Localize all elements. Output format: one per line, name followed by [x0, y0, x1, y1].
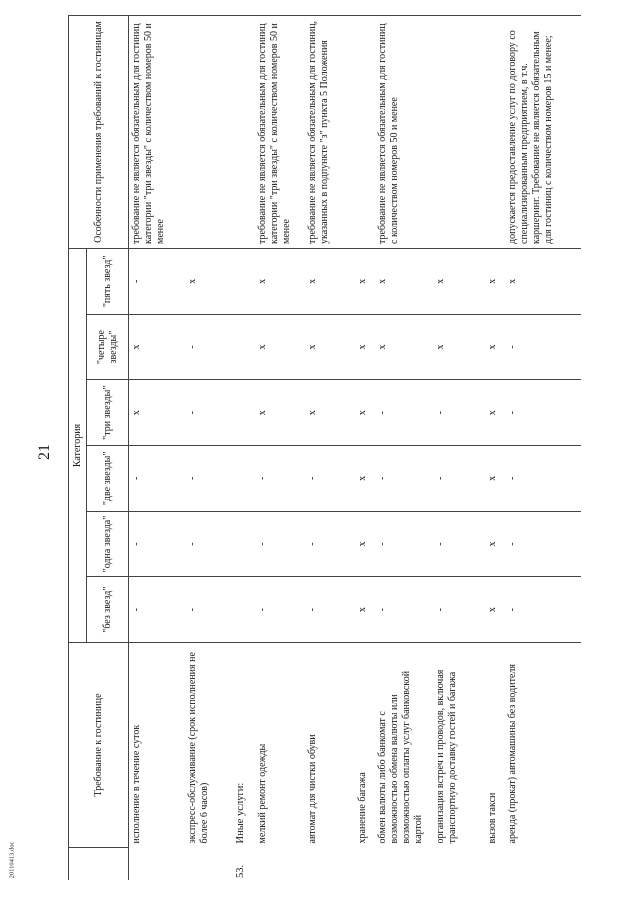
category-mark: x	[433, 249, 485, 315]
category-mark	[233, 314, 255, 380]
category-mark: -	[505, 314, 581, 380]
feature-note	[355, 16, 375, 249]
category-mark: -	[505, 380, 581, 446]
category-mark: x	[485, 511, 505, 577]
category-mark: x	[355, 249, 375, 315]
category-mark: x	[305, 314, 355, 380]
category-mark: x	[355, 577, 375, 643]
category-mark: -	[129, 577, 185, 643]
header-stars-3: "три звезды"	[87, 380, 129, 446]
row-number	[255, 848, 305, 881]
category-mark: -	[185, 577, 233, 643]
category-mark: x	[355, 511, 375, 577]
requirement-text: исполнение в течение суток	[129, 643, 185, 848]
category-mark	[233, 511, 255, 577]
category-mark: -	[305, 577, 355, 643]
feature-note: требование не является обязательным для гостиниц, указанных в подпункте "з" пункта 5 Положения	[305, 16, 355, 249]
table-row	[375, 16, 433, 881]
category-mark: x	[375, 314, 433, 380]
table-row	[433, 16, 485, 881]
feature-note: требование не является обязательным для гостиниц категории "три звезды" с количеством номеров 50 и менее	[255, 16, 305, 249]
requirement-text: организация встреч и проводов, включая транспортную доставку гостей и багажа	[433, 643, 485, 848]
header-features: Особенности применения требований к гостиницам	[69, 16, 129, 249]
table-row	[485, 16, 505, 881]
row-number	[305, 848, 355, 881]
category-mark: x	[485, 314, 505, 380]
feature-note	[185, 16, 233, 249]
category-mark: -	[255, 446, 305, 512]
category-mark: x	[355, 380, 375, 446]
category-mark: x	[355, 446, 375, 512]
requirement-text: обмен валюты либо банкомат с возможностью обмена валюты или возможностью оплаты услуг банковской картой	[375, 643, 433, 848]
rotated-table-container	[68, 15, 640, 880]
category-mark: -	[433, 446, 485, 512]
row-number	[355, 848, 375, 881]
header-stars-5: "пять звезд"	[87, 249, 129, 315]
category-mark: -	[505, 577, 581, 643]
header-requirement: Требование к гостинице	[69, 643, 129, 848]
feature-note: требование не является обязательным для гостиниц с количеством номеров 50 и менее	[375, 16, 433, 249]
section-title: Иные услуги:	[233, 643, 255, 848]
category-mark: -	[375, 577, 433, 643]
requirement-text: аренда (прокат) автомашины без водителя	[505, 643, 581, 848]
category-mark: x	[505, 249, 581, 315]
document-code: 20110413.doc	[8, 841, 16, 879]
category-mark: x	[433, 314, 485, 380]
category-mark: -	[129, 446, 185, 512]
requirement-text: автомат для чистки обуви	[305, 643, 355, 848]
table-row	[255, 16, 305, 881]
category-mark: -	[305, 446, 355, 512]
section-row	[233, 16, 255, 881]
category-mark	[233, 446, 255, 512]
row-number	[129, 848, 185, 881]
requirement-text: экспресс-обслуживание (срок исполнения не более 6 часов)	[185, 643, 233, 848]
category-mark: -	[375, 446, 433, 512]
table-row	[129, 16, 185, 881]
section-number: 53.	[234, 864, 246, 878]
feature-note: допускается предоставление услуг по договору со специализированным предприятием, в т.ч. каршеринг. Требование не является обязательным для гостиниц с количеством номеров 15 и менее;	[505, 16, 581, 249]
category-mark: -	[433, 380, 485, 446]
category-mark: -	[305, 511, 355, 577]
feature-note	[233, 16, 255, 249]
category-mark: x	[485, 249, 505, 315]
category-mark: x	[129, 314, 185, 380]
category-mark	[233, 380, 255, 446]
row-number	[375, 848, 433, 881]
category-mark	[233, 577, 255, 643]
requirements-table	[68, 15, 581, 880]
category-mark: x	[485, 446, 505, 512]
category-mark: x	[375, 249, 433, 315]
feature-note: требование не является обязательным для гостиниц категории "три звезды" с количеством номеров 50 и менее	[129, 16, 185, 249]
requirement-text: хранение багажа	[355, 643, 375, 848]
page-number: 21	[36, 444, 53, 460]
requirement-text: вызов такси	[485, 643, 505, 848]
category-mark: x	[305, 249, 355, 315]
header-category: Категория	[69, 249, 87, 643]
category-mark: -	[255, 511, 305, 577]
table-row	[505, 16, 581, 881]
table-row	[185, 16, 233, 881]
category-mark: x	[305, 380, 355, 446]
category-mark: -	[185, 446, 233, 512]
header-stars-1: "одна звезда"	[87, 511, 129, 577]
category-mark: -	[375, 511, 433, 577]
category-mark: x	[485, 577, 505, 643]
header-number	[69, 848, 129, 881]
category-mark: x	[185, 249, 233, 315]
category-mark: -	[129, 249, 185, 315]
header-stars-0: "без звезд"	[87, 577, 129, 643]
header-stars-4: "четыре звезды"	[87, 314, 129, 380]
category-mark: x	[255, 314, 305, 380]
row-number	[485, 848, 505, 881]
category-mark: -	[505, 446, 581, 512]
category-mark: -	[505, 511, 581, 577]
table-row	[355, 16, 375, 881]
requirement-text: мелкий ремонт одежды	[255, 643, 305, 848]
row-number	[185, 848, 233, 881]
category-mark: x	[355, 314, 375, 380]
feature-note	[485, 16, 505, 249]
category-mark: x	[255, 380, 305, 446]
category-mark: -	[433, 511, 485, 577]
category-mark: -	[255, 577, 305, 643]
header-stars-2: "две звезды"	[87, 446, 129, 512]
category-mark: x	[485, 380, 505, 446]
category-mark	[233, 249, 255, 315]
category-mark: x	[129, 380, 185, 446]
category-mark: -	[433, 577, 485, 643]
category-mark: -	[185, 511, 233, 577]
row-number	[433, 848, 485, 881]
category-mark: -	[185, 314, 233, 380]
table-row	[305, 16, 355, 881]
category-mark: x	[255, 249, 305, 315]
feature-note	[433, 16, 485, 249]
row-number	[505, 848, 581, 881]
category-mark: -	[375, 380, 433, 446]
category-mark: -	[129, 511, 185, 577]
category-mark: -	[185, 380, 233, 446]
